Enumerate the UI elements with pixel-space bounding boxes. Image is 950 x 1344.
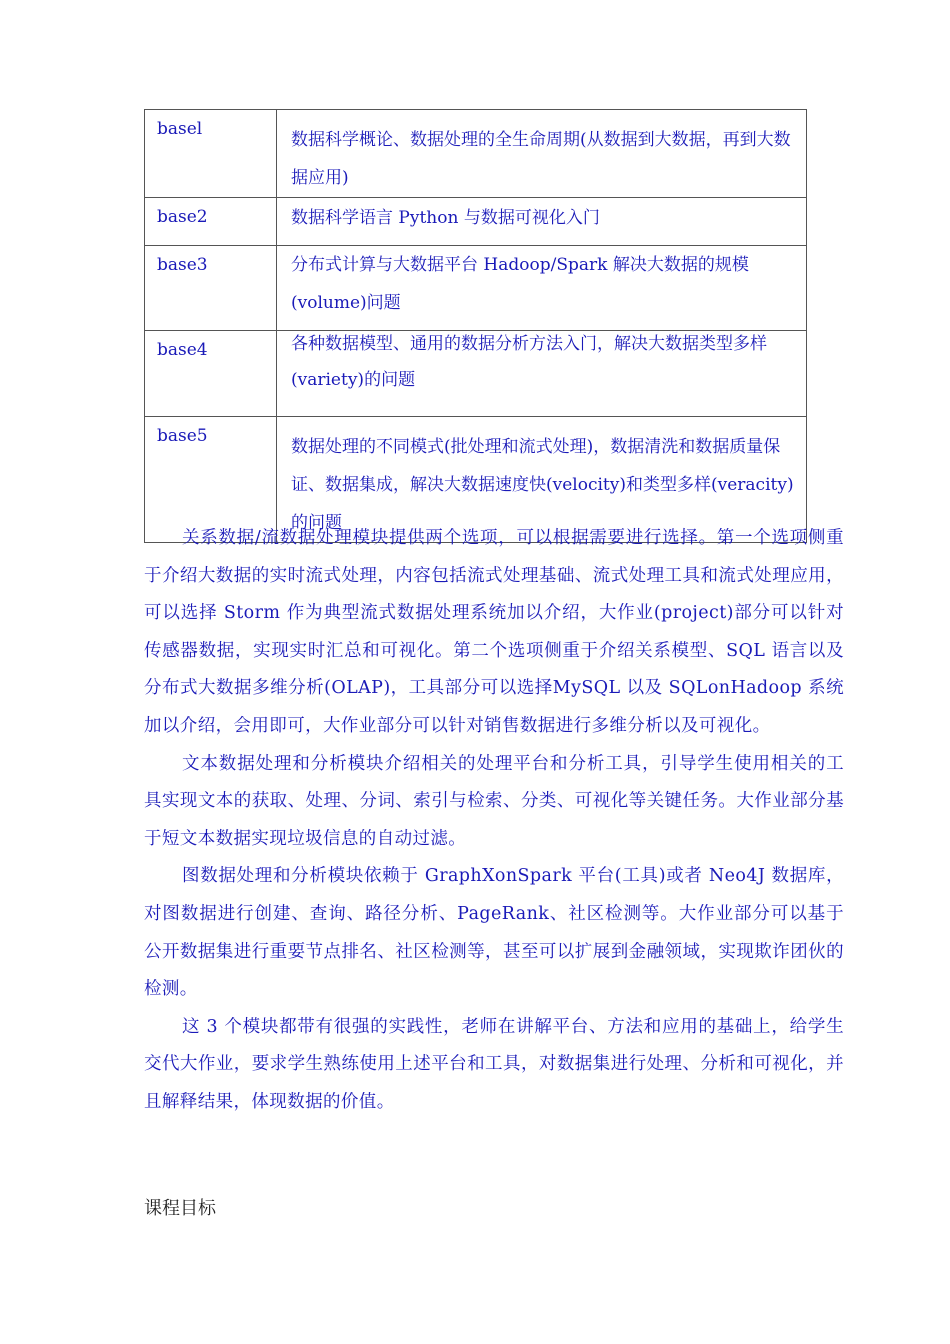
- table-row: [145, 331, 807, 417]
- module-description: [277, 331, 807, 417]
- module-code: basel: [145, 110, 277, 198]
- module-description: 数据科学概论、数据处理的全生命周期(从数据到大数据，再到大数据应用): [277, 110, 807, 198]
- module-code: base5: [145, 417, 277, 543]
- paragraph: 这 3 个模块都带有很强的实践性，老师在讲解平台、方法和应用的基础上，给学生交代大作业，要求学生熟练使用上述平台和工具，对数据集进行处理、分析和可视化，并且解释结果，体现数据的价值。: [144, 1016, 844, 1112]
- module-description-line: 各种数据模型、通用的数据分析方法入门，解决大数据类型多样: [291, 334, 767, 354]
- table-row: [145, 198, 807, 246]
- module-code: base4: [145, 331, 277, 417]
- module-description-line: (variety)的问题: [291, 370, 416, 390]
- module-code: base3: [145, 246, 277, 331]
- paragraph: 关系数据/流数据处理模块提供两个选项，可以根据需要进行选择。第一个选项侧重于介绍大数据的实时流式处理，内容包括流式处理基础、流式处理工具和流式处理应用，可以选择 Storm 作为典型流式数据处理系统加以介绍，大作业(project)部分可以针对传感器数据，实现实时汇总和可视化。第二个选项侧重于介绍关系模型、SQL 语言以及分布式大数据多维分析(OLAP)，工具部分可以选择MySQL 以及 SQLonHadoop 系统加以介绍，会用即可，大作业部分可以针对销售数据进行多维分析以及可视化。: [144, 528, 844, 736]
- table-row: [145, 110, 807, 198]
- module-description: 数据科学语言 Python 与数据可视化入门: [277, 198, 807, 246]
- section-heading: 课程目标: [144, 1198, 216, 1219]
- paragraph: 文本数据处理和分析模块介绍相关的处理平台和分析工具，引导学生使用相关的工具实现文本的获取、处理、分词、索引与检索、分类、可视化等关键任务。大作业部分基于短文本数据实现垃圾信息的自动过滤。: [144, 753, 844, 849]
- clipped-cell-content: [291, 331, 800, 406]
- paragraph: 图数据处理和分析模块依赖于 GraphXonSpark 平台(工具)或者 Neo4J 数据库，对图数据进行创建、查询、路径分析、PageRank、社区检测等。大作业部分可以基于公开数据集进行重要节点排名、社区检测等，甚至可以扩展到金融领域，实现欺诈团伙的检测。: [144, 866, 844, 1000]
- module-code: base2: [145, 198, 277, 246]
- body-text: [144, 520, 844, 1122]
- course-module-table: [144, 109, 807, 543]
- module-description: 分布式计算与大数据平台 Hadoop/Spark 解决大数据的规模(volume)问题: [277, 246, 807, 331]
- module-description: 数据处理的不同模式(批处理和流式处理)，数据清洗和数据质量保证、数据集成，解决大数据速度快(velocity)和类型多样(veracity)的问题: [277, 417, 807, 543]
- table-row: [145, 246, 807, 331]
